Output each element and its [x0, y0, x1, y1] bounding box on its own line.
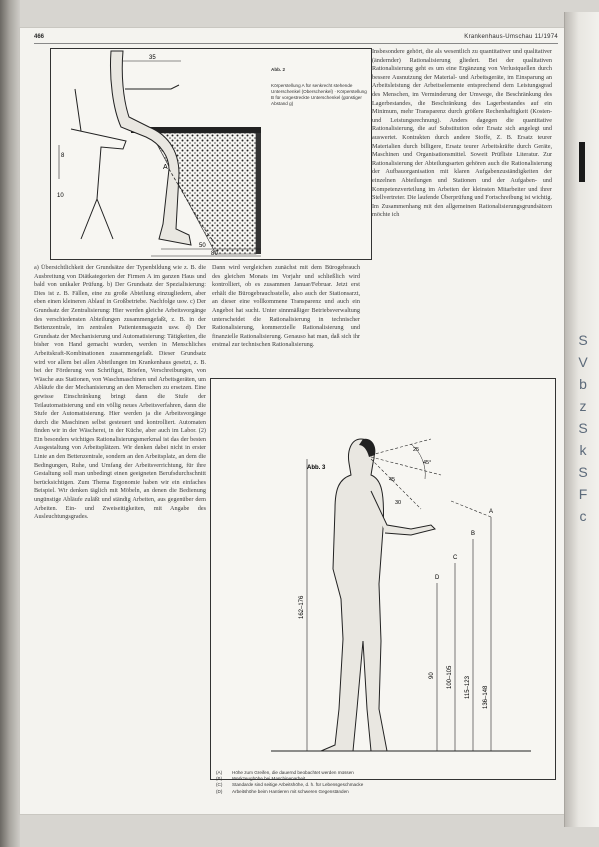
edge-letter: z — [579, 398, 587, 414]
header-rule — [34, 43, 558, 44]
dim-left-b-label: 10 — [57, 193, 64, 199]
edge-letter: S — [578, 332, 588, 348]
adjacent-page-edge — [564, 12, 599, 827]
legend-key: (C) — [216, 782, 223, 788]
edge-letter: c — [579, 508, 587, 524]
reach-line-a — [451, 501, 494, 517]
legend-key: (D) — [216, 788, 223, 794]
position-a-label: A — [163, 164, 168, 171]
dim-total-label: 162–176 — [299, 595, 305, 619]
figure1-caption: Körperstellung A für senkrecht stehende Unterschenkel (Oberschenkel) · Körperstellung B für vorgestreckte Unterschenkel (günstiger Abstand g) — [271, 83, 367, 106]
sight-line-1 — [371, 439, 431, 455]
legend-key: (A) — [216, 770, 223, 775]
legend-text: Standarde sind seitige Arbeitshöhe, d. h. für Lebensgeschmacke — [232, 782, 364, 788]
dim-d-label: 90 — [429, 672, 435, 679]
figure2-title: Abb. 3 — [307, 465, 326, 471]
edge-letter: b — [579, 376, 587, 392]
dim-top-label: 35 — [149, 55, 156, 61]
page-number: 466 — [34, 34, 45, 40]
dim-b-label: 115–123 — [465, 676, 471, 699]
text-column-right — [372, 48, 552, 388]
edge-letter: S — [578, 464, 588, 480]
dim-left-a-label: 8 — [61, 153, 65, 159]
angle-4-label: 30 — [395, 500, 402, 506]
edge-letter: S — [578, 420, 588, 436]
journal-page — [20, 28, 568, 814]
adjacent-page-mark — [579, 142, 585, 182]
dim-a-label: 136–148 — [483, 685, 489, 709]
point-c-label: C — [453, 555, 458, 561]
figure2-legend — [216, 770, 552, 795]
column1-text: a) Übersichtlichkeit der Grundsätze der Typenbildung wie z. B. die Ausbreitung von Diätkategorien der Firmen A im ganzen Haus und bald von unikaler Prüfung. b) Der Grundsatz der Spezialisierung: Dies ist z. B. Fällen, eine zu große Abteilung einzugliedern, aber eben einen kleineren Ablauf in Großbetriebe. Nachfolge usw. c) Der Grundsatz der Zentralisierung: Hier werden gleiche Arbeitsvorgänge des verschiedensten Abteilungen zusammengefaßt, z. B. in der Bettenzentrale, im zentralen Patientenmagazin usw. d) Der Grundsatz der Mechanisierung und Automatisierung: Tätigkeiten, die bisher von Hand gemacht wurden, werden in Menschliches Arbeitskraft-Kombinationen zusammengefaßt. Dieser Grundsatz wird vor allem bei allen Abteilungen im Krankenhaus gesetzt, z. B. bei der Förderung von Schriftgut, Briefen, Verschreibungen, von Wäsche aus Stationen, von Waschmaschinen und Arbeitsgeräten, um Abläufe die der Mechanisierung an den Menschen zu ersetzen. Eine gewisse Einschränkung bringt dann die Stufe der Teilautomatisierung und ein völlig neues Arbeitsverfahren, dann die Stufe der Automatisierung. Hier werden ja die Arbeitsvorgänge durch die Maschinen selbst gesteuert und kontrolliert. Automaten finden wir in der Wäscherei, in der Küche, aber auch im Labor. (2) Ein besonders wichtiges Rationalisierungsmerkmal ist das der besten Ausgestaltung von Arbeitsplätzen. Wir denken dabei nicht in erster Linie an den Bettenzentrale, sondern an den Arbeitsplatz, an dem die Bedingungen, Ruhe, und Umfang der Arbeitsverrichtung, für ihre Gestaltung soll man unbedingt einen geeigneten Berufsdurchschnitt berücksichtigen. Zum Thema Ergonomie haben wir ein einfaches Beispiel. Wir denken täglich mit Möbeln, an denen die Bedienung ungünstige Abläufe zuläßt und ständig Arbeiten, aus gegenüber dem Arbeiten. Ein- und Zweiseitigkeiten, mit Angabe des Ausleuchtungsgrades. — [34, 264, 206, 521]
text-column-middle — [212, 264, 360, 374]
journal-header: Krankenhaus-Umschau 11/1974 — [464, 34, 558, 40]
column3-text: Insbesondere gehört, die als wesentlich zu quantitativer und qualitativer (ändernder) Rationalisierung gliedert. Bei der qualitativen Rationalisierung geht es um eine Ergänzung von Verlustquellen durch bessere Ausnutzung der Material- und Arbeitsgeräte, im Einsparung an Arbeitsleistung der Arbeitselemente entsprechend dem Leistungsgrad des Menschen, im Verminderung der Umwege, die Beschränkung des Lagerbestandes, die Beschränkung des Lagerbestandes auf ein Minimum, mehr Transparenz durch größere Rechenhaftigkeit (Kosten- und Leistungsrechnung). Anders dagegen die quantitative Rationalisierung, die auf Substitution oder Ersatz sich angelegt und auswertet. Kontrakten durch andere Stoffe, Z. B. Ersatz teurer Materialien durch billigere, Ersatz teurer Arbeitskräfte durch Geräte, Maschinen und Organisationsmittel. Soweit Prüfliste Literatur. Zur Rationalisierung der Abteilungsarten gehören auch die Rationalisierung der Aufbauorganisation mit klaren Aufgabenzuständigkeiten der einzelnen Abteilungen und Stationen und der Aufgaben- und Kompetenzverteilung im Arbeiten der kleinsten Mitarbeiter und ihrer Stellvertreter. Die laufende Überprüfung und Fortschreibung ist wichtig. Im Zusammenhang mit den allgemeinen Rationalisierungsgrundsätzen möchte ich — [372, 48, 552, 219]
standing-diagram-svg — [211, 379, 555, 779]
point-b-label: B — [471, 531, 476, 537]
point-d-label: D — [435, 575, 440, 581]
arm-outline — [125, 85, 179, 89]
adjacent-page-letters — [575, 332, 591, 530]
edge-letter: V — [578, 354, 588, 370]
dim-bottom-1-label: 50 — [199, 243, 206, 249]
edge-letter: k — [579, 442, 587, 458]
figure-standing-work-heights — [210, 378, 556, 780]
angle-1-label: 25 — [413, 447, 420, 453]
figure1-caption-block — [271, 67, 369, 107]
dim-bottom-2-label: 80 — [211, 251, 218, 257]
book-binding — [0, 0, 20, 847]
point-a-label: A — [489, 509, 494, 515]
figure-seating-diagram — [50, 48, 372, 260]
angle-2-label: 45° — [423, 460, 432, 466]
legend-text: Arbeitshöhe beim Hantieren mit schweren Gegenständen — [232, 788, 349, 794]
legend-text: Werkzeughöhe bei Maschinenarbeit — [232, 776, 306, 782]
legend-text: Höhe zum Greifen, die dauernd beobachtet werden müssen — [232, 770, 354, 775]
figure1-title: Abb. 2 — [271, 67, 286, 72]
table-leg — [256, 133, 261, 254]
edge-letter: F — [578, 486, 588, 502]
standing-person-outline — [321, 439, 387, 751]
legend-item — [216, 789, 552, 795]
column2-text: Dann wird vergleichen zunächst mit dem Bürogebrauch des gleichen Monats im Vorjahr und schließlich wird kontrolliert, ob es zusammen Januar/Februar. Jetzt erst erhält die Bürogebrauchsstelle, also auch der Stationsarzt, an dieser eine vollkommene Transparenz und auch ein Angebot hat sucht. Unter sinnmäßiger Betriebsverwaltung unterscheidet die Rationalisierung in technischer Rationalisierung, kommerzielle Rationalisierung und finanzielle Rationalisierung. Genauso hat man, daß sich ihr erstmal zur technischen Rationalisierung. — [212, 264, 360, 349]
dim-c-label: 100–105 — [447, 665, 453, 689]
angle-3-label: 45 — [389, 477, 396, 483]
text-column-left — [34, 264, 206, 809]
legend-key: (B) — [216, 776, 223, 782]
